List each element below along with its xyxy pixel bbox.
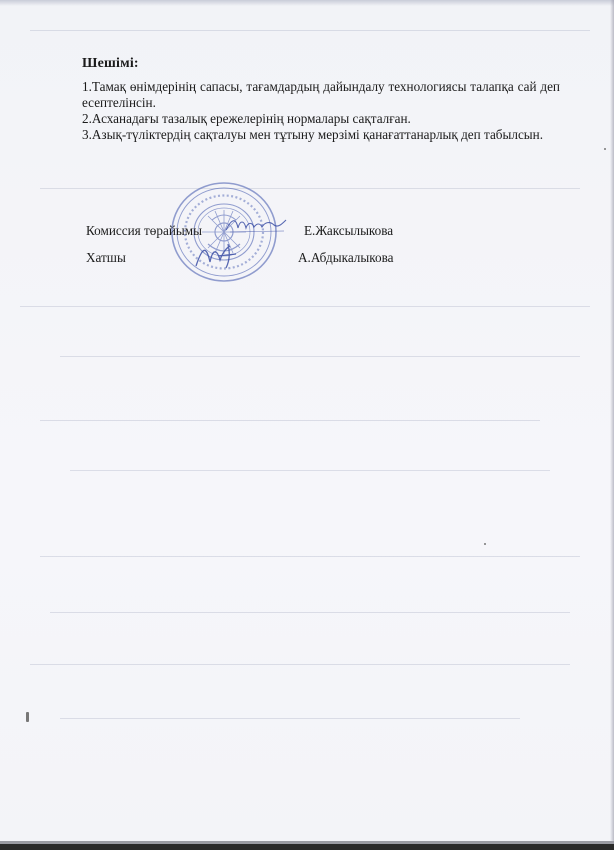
chairperson-role: Комиссия төрайымы: [86, 223, 202, 238]
chairperson-name: Е.Жаксылыкова: [304, 223, 394, 238]
bleed-line: [20, 306, 590, 307]
decision-item-2: 2.Асханадағы тазалық ережелерінің нормалары сақталған.: [82, 111, 411, 126]
decision-item-3: 3.Азық-түліктердің сақталуы мен тұтыну мерзімі қанағаттанарлық деп табылсын.: [82, 127, 544, 142]
bleed-line: [60, 718, 520, 719]
bleed-line: [30, 30, 590, 31]
scan-bottom-edge: [0, 844, 614, 850]
bleed-line: [40, 188, 580, 189]
bleed-line: [40, 556, 580, 557]
scan-speck: [604, 148, 606, 150]
decision-heading: Шешімі:: [82, 56, 139, 71]
scan-speck: [484, 543, 486, 545]
secretary-signature-icon: [192, 240, 242, 270]
scan-top-shadow: [0, 0, 614, 6]
scan-speck: [26, 712, 29, 722]
decision-item-1: 1.Тамақ өнімдерінің сапасы, тағамдардың дайындалу технологиясы талапқа сай деп есептелінсін.: [82, 79, 560, 110]
bleed-line: [30, 664, 570, 665]
bleed-line: [50, 612, 570, 613]
secretary-role: Хатшы: [86, 250, 126, 265]
bleed-line: [40, 420, 540, 421]
bleed-line: [60, 356, 580, 357]
secretary-name: А.Абдыкалыкова: [298, 250, 394, 265]
chairperson-signature-icon: [224, 214, 288, 236]
decision-list: [82, 79, 560, 143]
scan-right-edge: [610, 0, 614, 850]
bleed-line: [70, 470, 550, 471]
